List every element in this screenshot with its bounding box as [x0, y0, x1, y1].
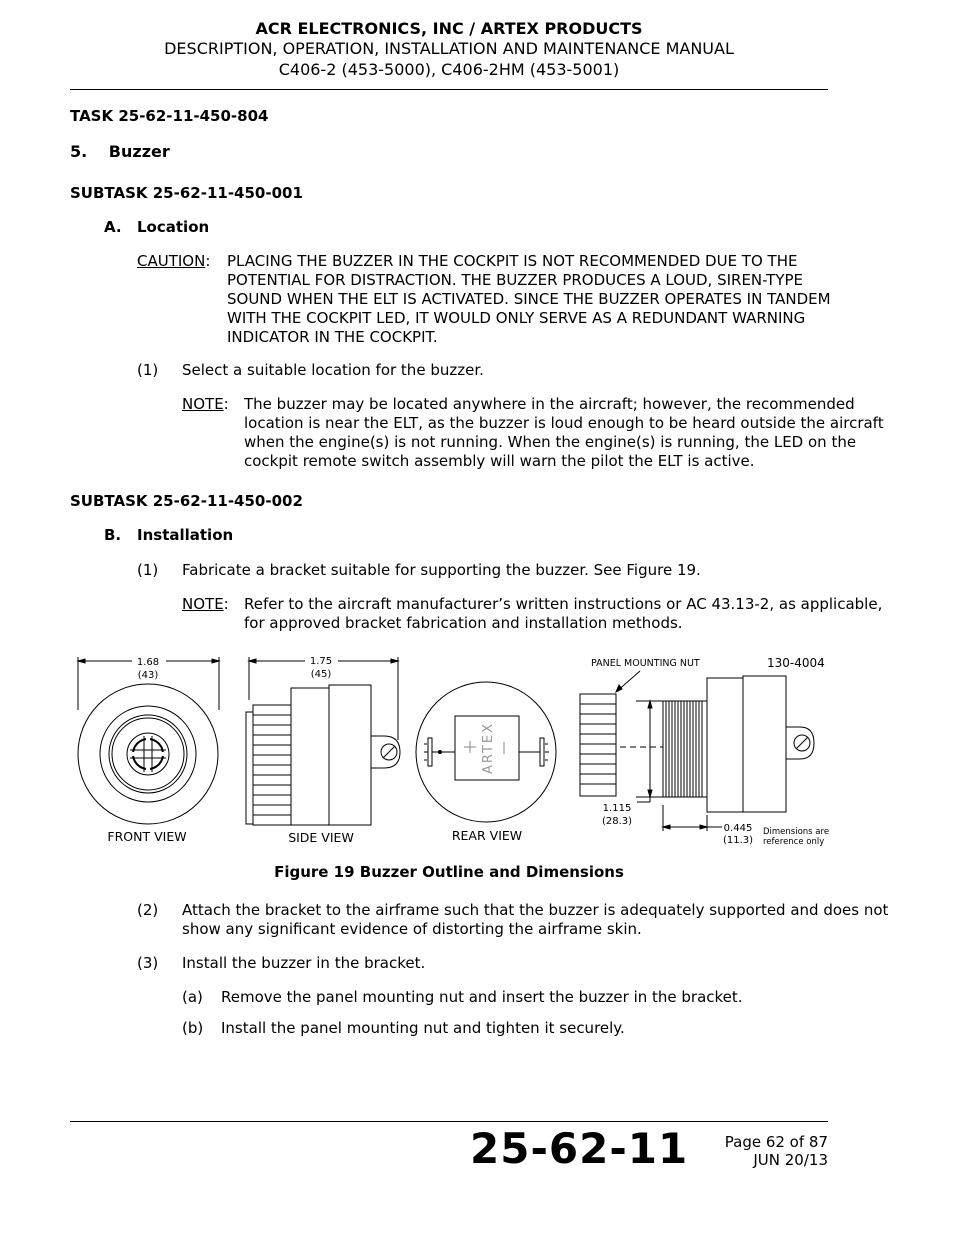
- revision-date: JUN 20/13: [753, 1151, 828, 1169]
- step-b1-text: Fabricate a bracket suitable for supporting the buzzer. See Figure 19.: [182, 561, 701, 579]
- dim-thread-mm: (11.3): [722, 835, 754, 846]
- step-b2-text: Attach the bracket to the airframe such that the buzzer is adequately supported and does not show any significant evidence of distorting the airframe skin.: [182, 901, 889, 938]
- dim-front-mm: (43): [137, 670, 159, 681]
- section-heading: [70, 142, 170, 161]
- side-view-drawing: [246, 657, 400, 825]
- dim-dia-mm: (28.3): [601, 816, 633, 827]
- manual-title: DESCRIPTION, OPERATION, INSTALLATION AND MAINTENANCE MANUAL: [164, 39, 734, 58]
- step-b1-number: (1): [137, 561, 159, 579]
- part-number: 130-4004: [767, 656, 825, 670]
- caution-text: PLACING THE BUZZER IN THE COCKPIT IS NOT RECOMMENDED DUE TO THE POTENTIAL FOR DISTRACTION. THE BUZZER PRODUCES A LOUD, SIREN-TYPE SOUND WHEN THE ELT IS ACTIVATED. SINCE THE BUZZER OPERATES IN TANDEM WITH THE COCKPIT LED, IT WOULD ONLY SERVE AS A REDUNDANT WARNING INDICATOR IN THE COCKPIT.: [227, 252, 831, 346]
- note-2-text: Refer to the aircraft manufacturer’s written instructions or AC 43.13-2, as applicable, for approved bracket fabrication and installation methods.: [244, 595, 883, 632]
- subsection-a-letter: A.: [104, 218, 122, 236]
- subsection-b-title: Installation: [137, 526, 234, 544]
- subtask-1-id: SUBTASK 25-62-11-450-001: [70, 184, 303, 202]
- page-number: Page 62 of 87: [724, 1133, 828, 1151]
- front-view-drawing: [78, 657, 219, 824]
- rear-brand-mark: ARTEX: [481, 721, 496, 775]
- dim-front-in: 1.68: [136, 657, 160, 668]
- section-title: Buzzer: [108, 142, 170, 161]
- dim-thread-in: 0.445: [723, 823, 753, 834]
- step-b3b-text: Install the panel mounting nut and tighten it securely.: [221, 1019, 625, 1037]
- step-b3-number: (3): [137, 954, 159, 972]
- step-b3a-number: (a): [182, 988, 203, 1006]
- step-b3a-text: Remove the panel mounting nut and insert the buzzer in the bracket.: [221, 988, 743, 1006]
- document-number: 25-62-11: [470, 1124, 689, 1173]
- company-name: ACR ELECTRONICS, INC / ARTEX PRODUCTS: [255, 19, 643, 38]
- dim-side-in: 1.75: [309, 656, 333, 667]
- step-a1-text: Select a suitable location for the buzzer.: [182, 361, 484, 379]
- caution-label: CAUTION:: [137, 252, 211, 270]
- dim-dia-in: 1.115: [602, 803, 632, 814]
- subsection-a-title: Location: [137, 218, 210, 236]
- step-a1-number: (1): [137, 361, 159, 379]
- reference-note-line-2: reference only: [763, 837, 825, 847]
- step-b3b-number: (b): [182, 1019, 204, 1037]
- task-id: TASK 25-62-11-450-804: [70, 107, 269, 125]
- rear-view-label: REAR VIEW: [451, 828, 523, 843]
- subsection-b-letter: B.: [104, 526, 122, 544]
- note-2-label: NOTE:: [182, 595, 229, 613]
- front-view-label: FRONT VIEW: [107, 829, 187, 844]
- figure-caption: Figure 19 Buzzer Outline and Dimensions: [274, 863, 624, 881]
- note-1-label: NOTE:: [182, 395, 229, 413]
- header-rule: [70, 89, 828, 90]
- reference-note-line-1: Dimensions are: [763, 827, 830, 837]
- side-view-label: SIDE VIEW: [288, 830, 354, 845]
- footer-rule: [70, 1121, 828, 1122]
- step-b2-number: (2): [137, 901, 159, 919]
- buzzer-outline-figure: [0, 645, 954, 855]
- section-number: 5.: [70, 142, 88, 161]
- subtask-2-id: SUBTASK 25-62-11-450-002: [70, 492, 303, 510]
- dim-side-mm: (45): [310, 669, 332, 680]
- manual-models: C406-2 (453-5000), C406-2HM (453-5001): [278, 60, 620, 79]
- panel-nut-label: PANEL MOUNTING NUT: [591, 658, 700, 669]
- note-1-text: The buzzer may be located anywhere in the aircraft; however, the recommended location is near the ELT, as the buzzer is loud enough to be heard outside the aircraft when the engine(s) is not running. When the engine(s) is running, the LED on the cockpit remote switch assembly will warn the pilot the ELT is active.: [244, 395, 884, 470]
- step-b3-text: Install the buzzer in the bracket.: [182, 954, 426, 972]
